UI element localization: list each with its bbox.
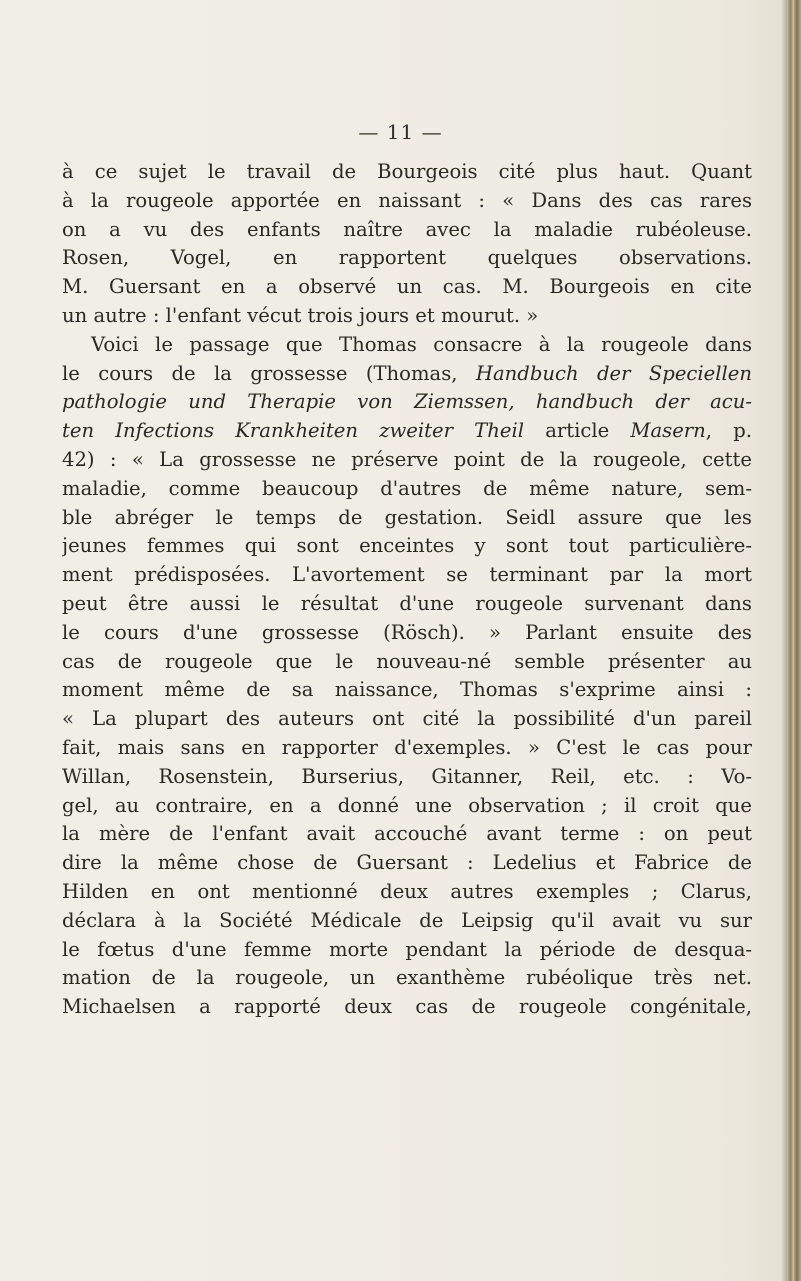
text-line: mation de la rougeole, un exanthème rubéolique très net. <box>62 966 752 990</box>
text-line: Willan, Rosenstein, Burserius, Gitanner, Reil, etc. : Vo- <box>62 764 752 788</box>
body-text <box>62 158 752 1022</box>
text-run: , p. <box>705 419 752 443</box>
citation-title: pathologie und Therapie von Ziemssen, handbuch der acu- <box>62 390 752 414</box>
text-line: le cours d'une grossesse (Rösch). » Parlant ensuite des <box>62 620 752 644</box>
text-line: cas de rougeole que le nouveau-né semble présenter au <box>62 649 752 673</box>
text-line: ment prédisposées. L'avortement se terminant par la mort <box>62 563 752 587</box>
text-line: le fœtus d'une femme morte pendant la période de desqua- <box>62 937 752 961</box>
text-line-mixed <box>62 360 752 389</box>
text-line-mixed <box>62 388 752 417</box>
text-line: moment même de sa naissance, Thomas s'exprime ainsi : <box>62 678 752 702</box>
text-line: Hilden en ont mentionné deux autres exemples ; Clarus, <box>62 879 752 903</box>
text-line: la mère de l'enfant avait accouché avant terme : on peut <box>62 822 752 846</box>
page-number: — 11 — <box>358 120 443 144</box>
text-line: Rosen, Vogel, en rapportent quelques observations. <box>62 246 752 270</box>
text-line: 42) : « La grossesse ne préserve point de la rougeole, cette <box>62 447 752 471</box>
text-line: « La plupart des auteurs ont cité la possibilité d'un pareil <box>62 707 752 731</box>
text-line: Michaelsen a rapporté deux cas de rougeole congénitale, <box>62 995 752 1019</box>
text-line: maladie, comme beaucoup d'autres de même nature, sem- <box>62 476 752 500</box>
text-line: gel, au contraire, en a donné une observation ; il croit que <box>62 793 752 817</box>
text-line: dire la même chose de Guersant : Ledelius et Fabrice de <box>62 851 752 875</box>
text-line: fait, mais sans en rapporter d'exemples. » C'est le cas pour <box>62 735 752 759</box>
text-line: à la rougeole apportée en naissant : « Dans des cas rares <box>62 188 752 212</box>
text-run: le cours de la grossesse (Thomas, <box>62 361 476 385</box>
text-line: Voici le passage que Thomas consacre à la rougeole dans <box>91 332 752 356</box>
text-line: à ce sujet le travail de Bourgeois cité plus haut. Quant <box>62 160 752 183</box>
citation-title: Handbuch der Speciellen <box>475 361 752 385</box>
citation-title: Masern <box>630 419 706 443</box>
text-line: déclara à la Société Médicale de Leipsig qu'il avait vu sur <box>62 908 752 932</box>
text-line: ble abréger le temps de gestation. Seidl assure que les <box>62 505 752 529</box>
text-line: jeunes femmes qui sont enceintes y sont tout particulière- <box>62 534 752 558</box>
text-run: article <box>524 419 631 443</box>
text-line: peut être aussi le résultat d'une rougeole survenant dans <box>62 591 752 615</box>
text-line: M. Guersant en a observé un cas. M. Bourgeois en cite <box>62 275 752 299</box>
text-line-mixed <box>62 417 752 446</box>
text-line: on a vu des enfants naître avec la maladie rubéoleuse. <box>62 217 752 241</box>
page-edge <box>787 0 801 1281</box>
text-line: un autre : l'enfant vécut trois jours et mourut. » <box>62 303 539 327</box>
citation-title: ten Infections Krankheiten zweiter Theil <box>62 419 524 443</box>
